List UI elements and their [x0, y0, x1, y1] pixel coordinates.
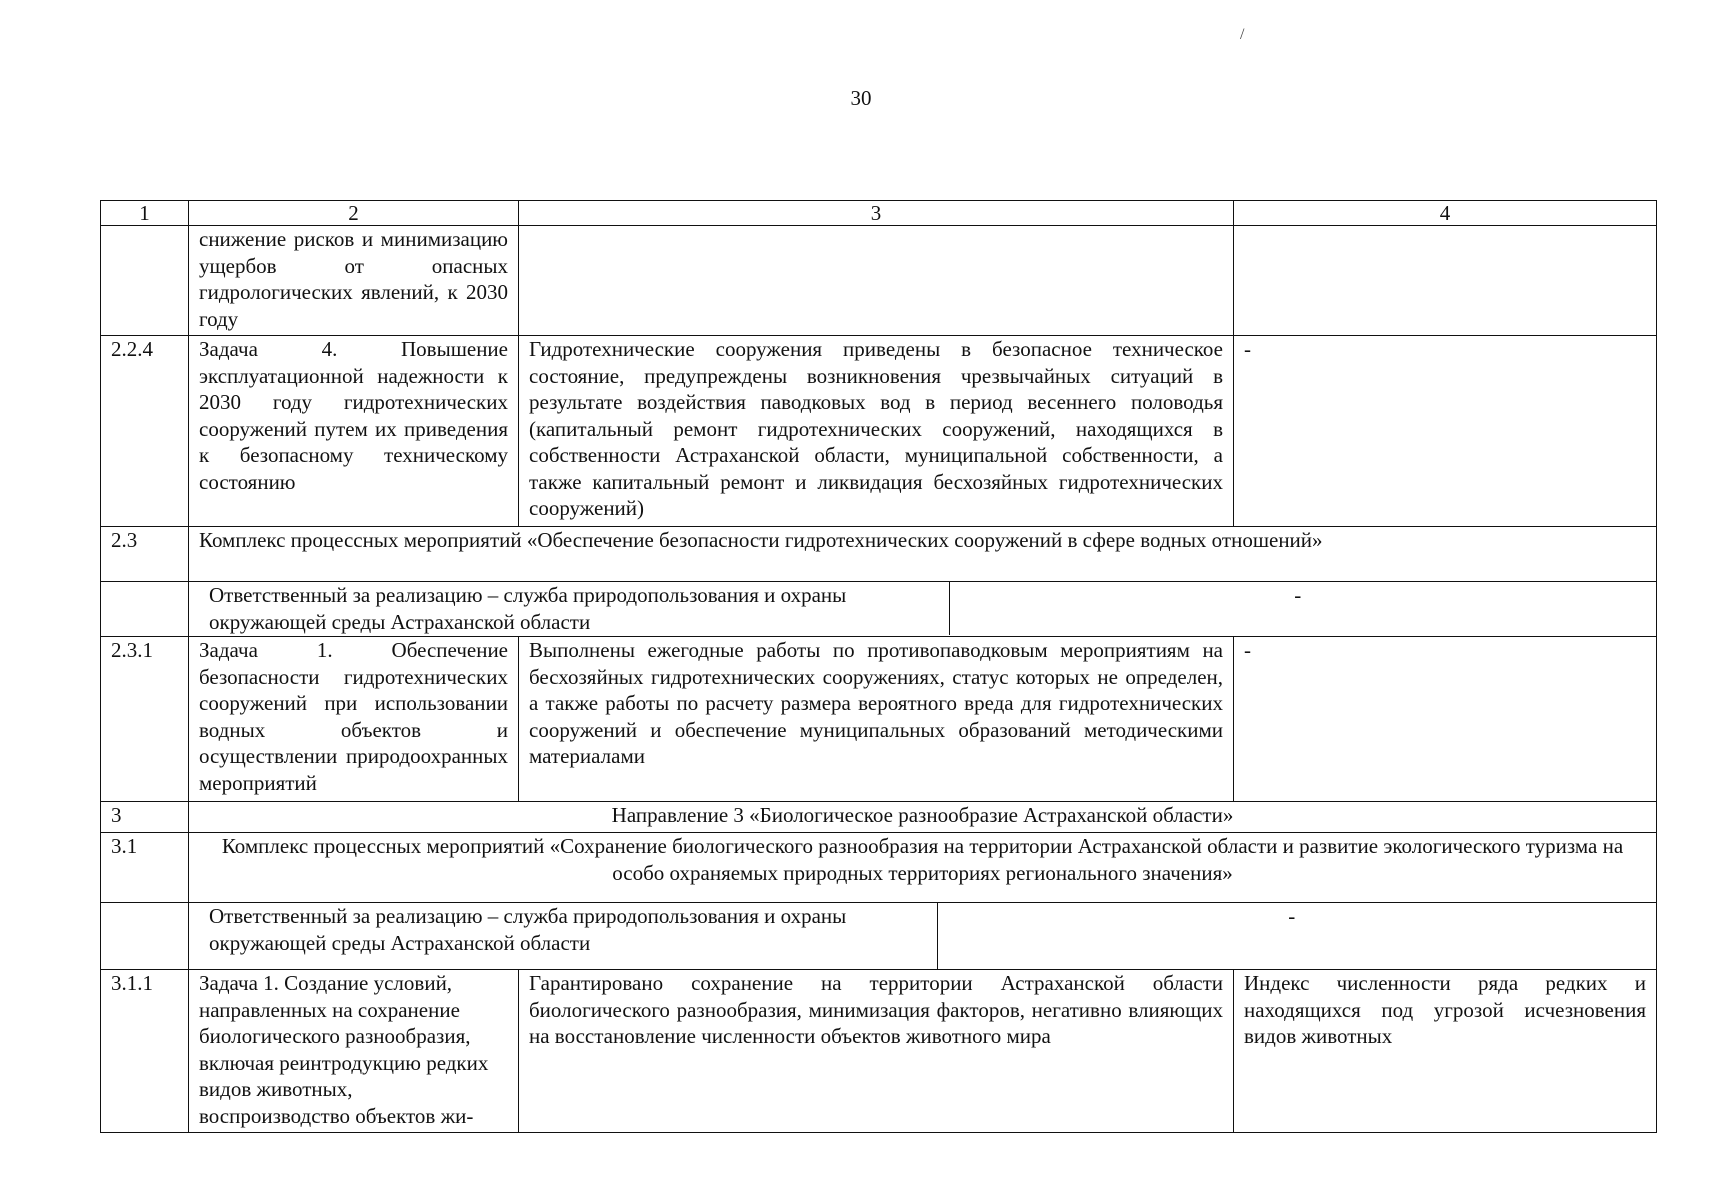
header-cell-3: 3 [519, 201, 1234, 226]
responsible-text: Ответственный за реализацию – служба природопользования и охраны окружающей среды Астраханской области [209, 904, 847, 955]
row-number: 3.1 [101, 833, 189, 903]
row-number: 2.2.4 [101, 336, 189, 527]
responsible-cell [189, 903, 1657, 970]
indicator-cell: Индекс численности ряда редких и находящихся под угрозой исчезновения видов животных [1234, 970, 1657, 1133]
indicator-cell: - [1234, 336, 1657, 527]
table-header-row [101, 201, 1657, 226]
row-number [101, 226, 189, 336]
row-number [101, 582, 189, 637]
indicator-cell: - [1234, 637, 1657, 802]
table-row [101, 970, 1657, 1133]
direction-row [101, 802, 1657, 833]
table-row [101, 226, 1657, 336]
result-cell [519, 226, 1234, 336]
result-cell: Гарантировано сохранение на территории Астраханской области биологического разнообразия, минимизация факторов, негативно влияющих на восстановление численности объектов животного мира [519, 970, 1234, 1133]
table-row [101, 637, 1657, 802]
direction-title: Направление 3 «Биологическое разнообразие Астраханской области» [189, 802, 1657, 833]
responsible-dash: - [949, 582, 1646, 635]
row-number: 3.1.1 [101, 970, 189, 1133]
row-number: 3 [101, 802, 189, 833]
header-cell-1: 1 [101, 201, 189, 226]
responsible-row [101, 582, 1657, 637]
data-table [100, 200, 1657, 1133]
section-title: Комплекс процессных мероприятий «Сохранение биологического разнообразия на территории Астраханской области и развитие экологического туризма на особо охраняемых природных территориях регионального значения» [189, 833, 1657, 903]
row-number: 2.3 [101, 527, 189, 582]
responsible-text: Ответственный за реализацию – служба природопользования и охраны окружающей среды Астраханской области [209, 583, 847, 634]
table-row [101, 336, 1657, 527]
result-cell: Гидротехнические сооружения приведены в безопасное техническое состояние, предупреждены возникновения чрезвычайных ситуаций в результате воздействия паводковых вод в период весеннего половодья (капитальный ремонт гидротехнических сооружений, находящихся в собственности Астраханской области, муниципальной собственности, а также капитальный ремонт и ликвидация бесхозяйных гидротехнических сооружений) [519, 336, 1234, 527]
responsible-split [199, 582, 1646, 635]
task-cell: Задача 4. Повышение эксплуатационной надежности к 2030 году гидротехнических сооружений путем их приведения к безопасному техническому состоянию [189, 336, 519, 527]
row-number: 2.3.1 [101, 637, 189, 802]
task-cell: Задача 1. Обеспечение безопасности гидротехнических сооружений при использовании водных объектов и осуществлении природоохранных мероприятий [189, 637, 519, 802]
result-cell: Выполнены ежегодные работы по противопаводковым мероприятиям на бесхозяйных гидротехнических сооружениях, статус которых не определен, а также работы по расчету размера вероятного вреда для гидротехнических сооружений и обеспечение муниципальных образований методическими материалами [519, 637, 1234, 802]
responsible-row [101, 903, 1657, 970]
header-cell-4: 4 [1234, 201, 1657, 226]
section-row [101, 833, 1657, 903]
responsible-cell [189, 582, 1657, 637]
header-cell-2: 2 [189, 201, 519, 226]
task-cell: снижение рисков и минимизацию ущербов от опасных гидрологических явлений, к 2030 году [189, 226, 519, 336]
indicator-cell [1234, 226, 1657, 336]
responsible-dash: - [937, 903, 1646, 969]
responsible-split [199, 903, 1646, 969]
scan-mark: / [1240, 26, 1245, 43]
page-number: 30 [850, 86, 872, 110]
section-row [101, 527, 1657, 582]
section-title: Комплекс процессных мероприятий «Обеспечение безопасности гидротехнических сооружений в сфере водных отношений» [189, 527, 1657, 582]
row-number [101, 903, 189, 970]
task-cell: Задача 1. Создание условий, направленных на сохранение биологического разнообразия, включая реинтродукцию редких видов животных, воспроизводство объектов жи- [189, 970, 519, 1133]
